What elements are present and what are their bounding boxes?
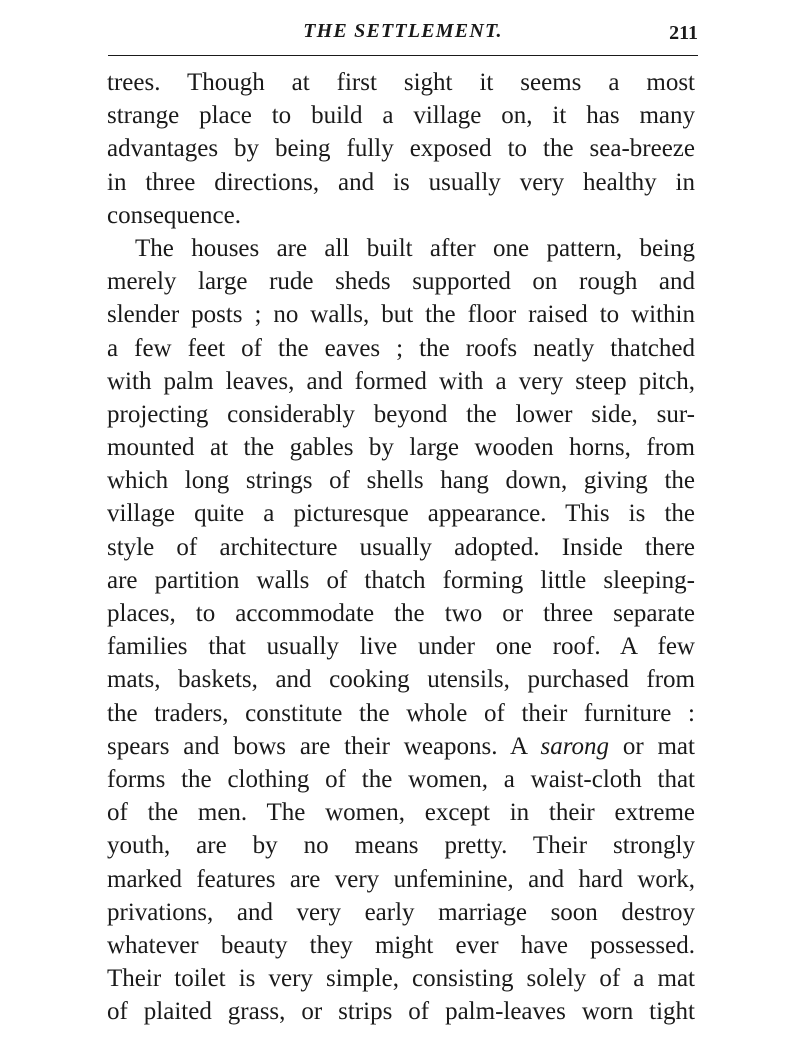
text-line: Their toilet is very simple, consisting solely of a mat: [107, 965, 695, 993]
text-line: privations, and very early marriage soon destroy: [107, 898, 695, 926]
running-title: THE SETTLEMENT.: [303, 20, 503, 42]
text-line: mats, baskets, and cooking utensils, purchased from: [107, 666, 695, 694]
text-line: merely large rude sheds supported on rough and: [107, 268, 695, 296]
text-line: in three directions, and is usually very healthy in: [107, 168, 695, 196]
text-line: slender posts ; no walls, but the floor raised to within: [107, 301, 695, 329]
text-line: the traders, constitute the whole of their furniture :: [107, 699, 695, 727]
italic-term: sarong: [540, 732, 610, 760]
text-line: mounted at the gables by large wooden horns, from: [107, 434, 695, 462]
text-line: village quite a picturesque appearance. This is the: [107, 500, 695, 528]
text-line: style of architecture usually adopted. Inside there: [107, 533, 695, 561]
text-line: consequence.: [107, 201, 241, 229]
text-line: places, to accommodate the two or three separate: [107, 600, 695, 627]
text-line: whatever beauty they might ever have possessed.: [107, 931, 695, 959]
text-line: youth, are by no means pretty. Their strongly: [107, 832, 695, 860]
text-line: projecting considerably beyond the lower side, sur-: [107, 400, 695, 428]
text-line: marked features are very unfeminine, and hard work,: [107, 865, 695, 893]
header-rule: [108, 55, 698, 56]
text-line: The houses are all built after one pattern, being: [135, 234, 695, 262]
text-line: trees. Though at first sight it seems a most: [107, 69, 695, 96]
text-line: of plaited grass, or strips of palm-leaves worn tight: [107, 998, 695, 1026]
text-segment: spears and bows are their weapons. A: [107, 732, 541, 760]
running-head: [108, 16, 698, 50]
text-line: [107, 730, 695, 763]
text-line: strange place to build a village on, it has many: [107, 102, 695, 130]
text-line: which long strings of shells hang down, giving the: [107, 467, 695, 495]
text-line: forms the clothing of the women, a waist-cloth that: [107, 765, 695, 793]
text-line: advantages by being fully exposed to the sea-breeze: [107, 135, 695, 163]
body-text: [107, 66, 695, 1028]
page-number: 211: [669, 22, 698, 44]
text-line: with palm leaves, and formed with a very steep pitch,: [107, 367, 695, 395]
text-line: of the men. The women, except in their extreme: [107, 799, 695, 827]
text-line: families that usually live under one roof. A few: [107, 633, 695, 661]
text-line: are partition walls of thatch forming little sleeping-: [107, 566, 695, 594]
text-segment: or mat: [609, 732, 695, 760]
text-line: a few feet of the eaves ; the roofs neatly thatched: [107, 334, 695, 362]
